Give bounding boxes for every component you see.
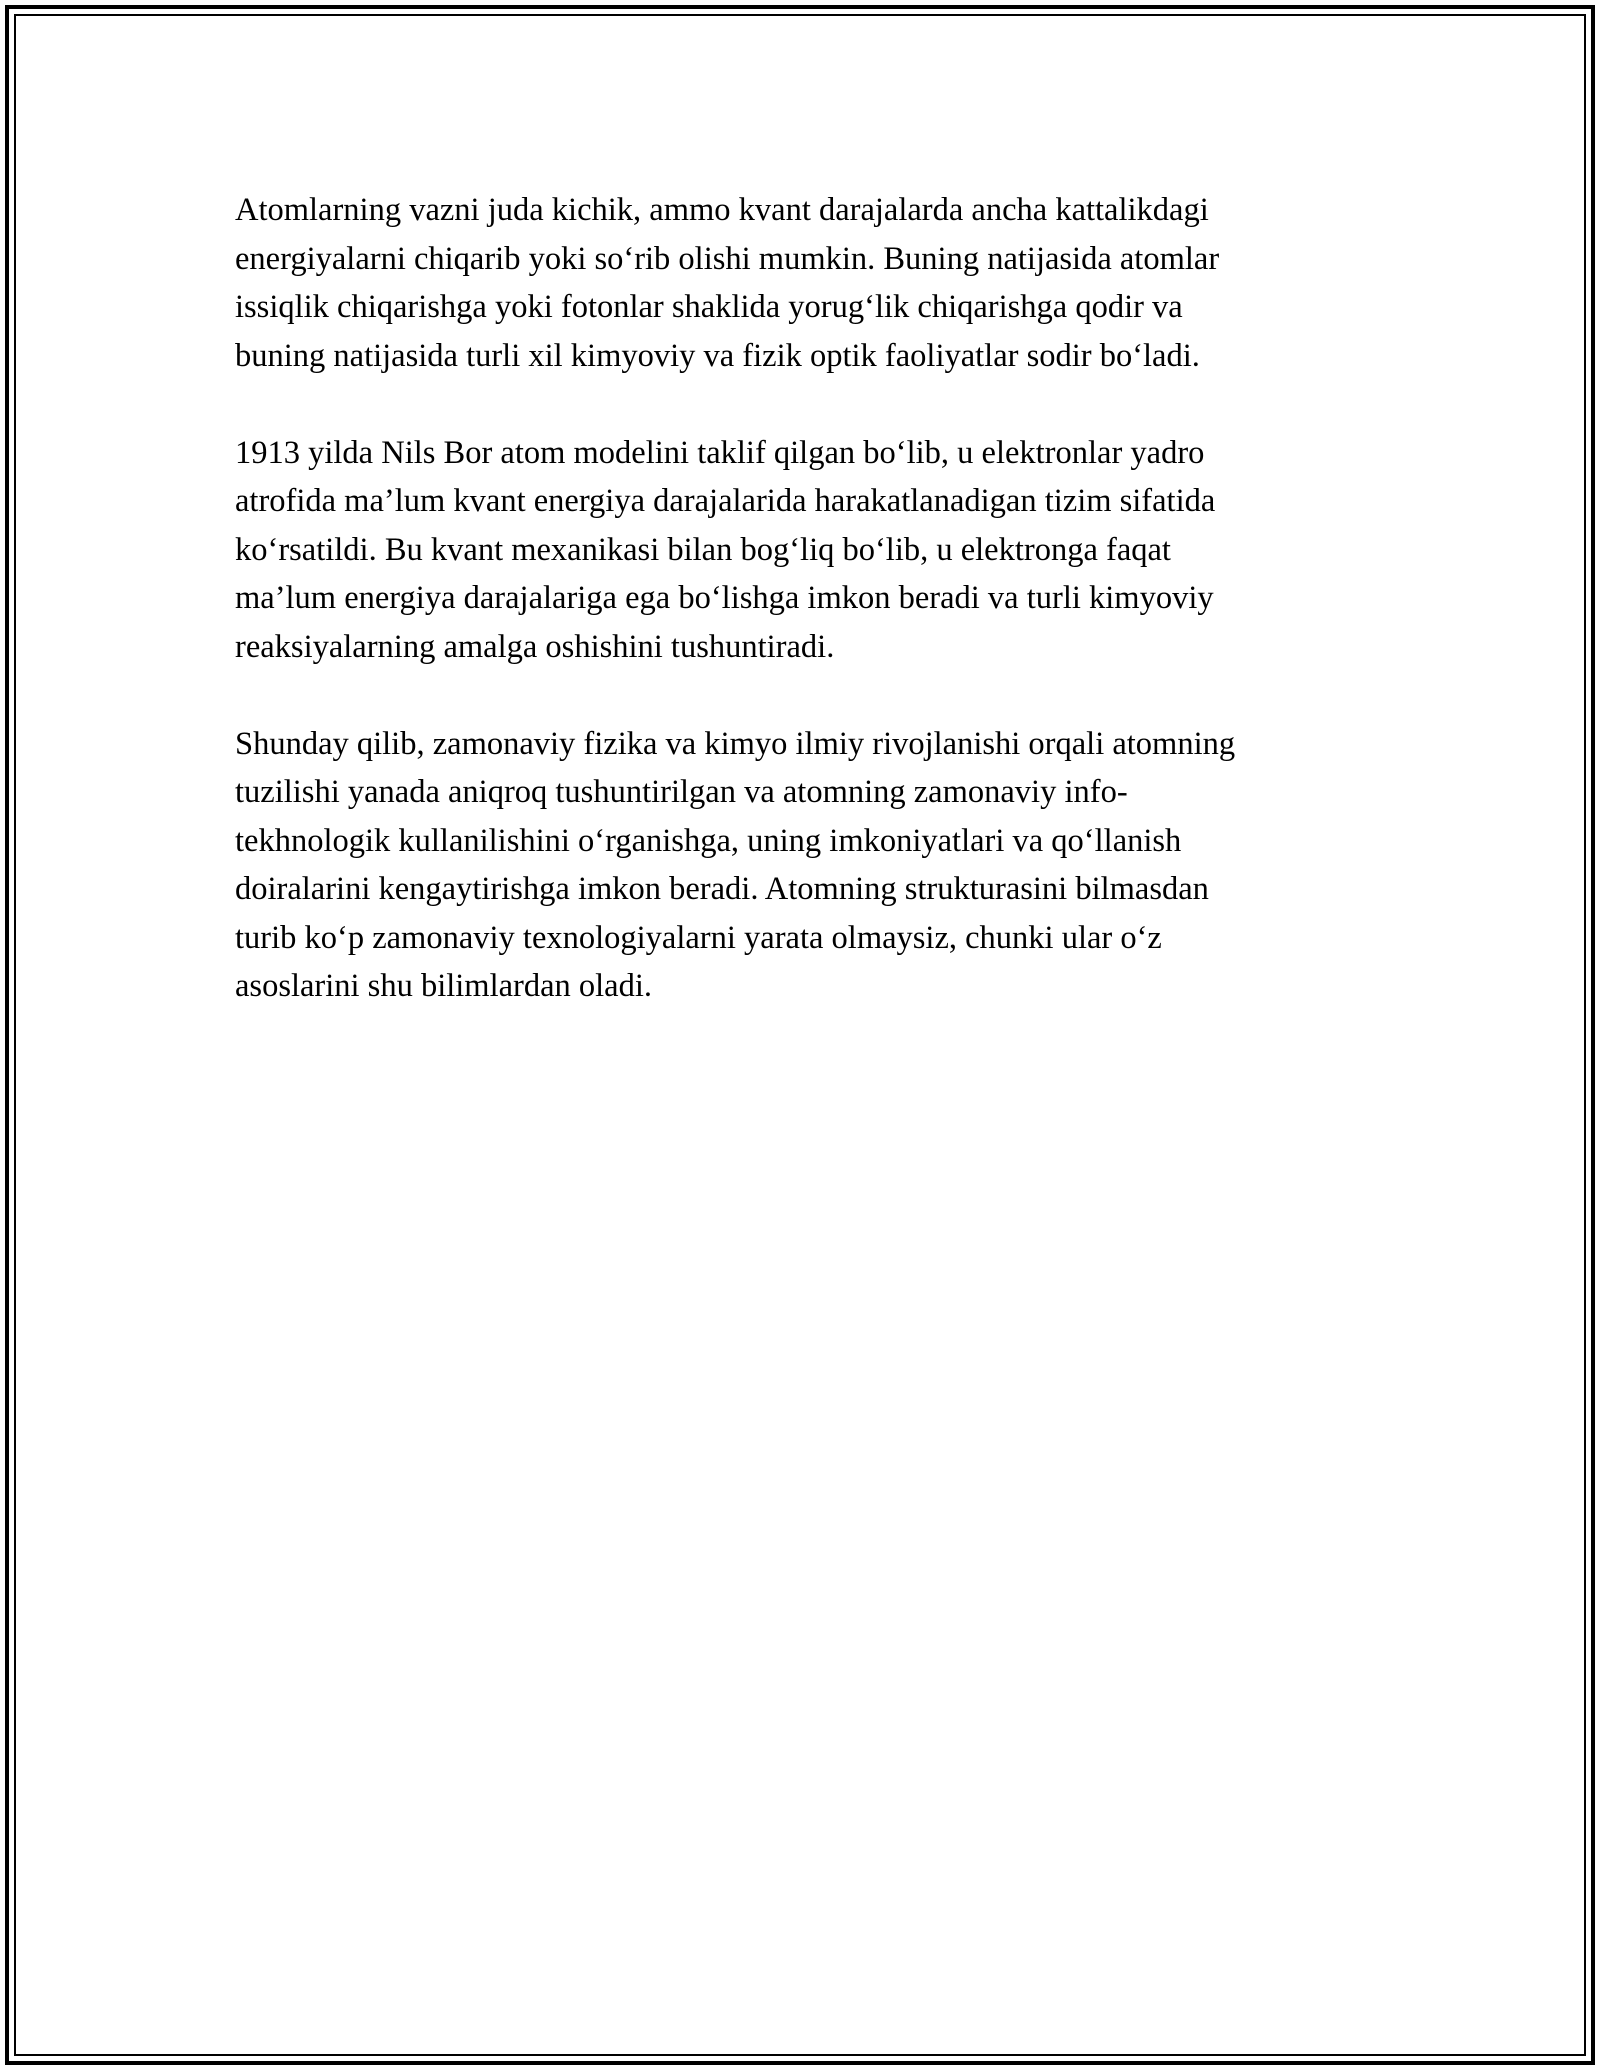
text-line: issiqlik chiqarishga yoki fotonlar shaklida yorug‘lik chiqarishga qodir va [235,289,1183,325]
text-line: tuzilishi yanada aniqroq tushuntirilgan va atomning zamonaviy info- [235,774,1128,810]
paragraph-3 [235,720,1385,1011]
text-line: Shunday qilib, zamonaviy fizika va kimyo ilmiy rivojlanishi orqali atomning [235,725,1236,762]
text-line: reaksiyalarning amalga oshishini tushuntiradi. [235,628,835,665]
text-line: ko‘rsatildi. Bu kvant mexanikasi bilan bog‘liq bo‘lib, u elektronga faqat [235,531,1171,568]
text-line: asoslarini shu bilimlardan oladi. [235,968,653,1004]
paragraph-2 [235,429,1385,672]
document-body [235,186,1385,1059]
text-line: doiralarini kengaytirishga imkon beradi. Atomning strukturasini bilmasdan [235,871,1209,907]
text-line: energiyalarni chiqarib yoki so‘rib olishi mumkin. Buning natijasida atomlar [235,240,1220,277]
paragraph-1 [235,186,1385,380]
text-line: turib ko‘p zamonaviy texnologiyalarni yarata olmaysiz, chunki ular o‘z [235,919,1162,956]
text-line: atrofida ma’lum kvant energiya darajalarida harakatlanadigan tizim sifatida [235,483,1216,519]
text-line: tekhnologik kullanilishini o‘rganishga, uning imkoniyatlari va qo‘llanish [235,822,1182,859]
text-line: 1913 yilda Nils Bor atom modelini taklif qilgan bo‘lib, u elektronlar yadro [235,434,1205,471]
text-line: Atomlarning vazni juda kichik, ammo kvant darajalarda ancha kattalikdagi [235,192,1209,228]
text-line: ma’lum energiya darajalariga ega bo‘lishga imkon beradi va turli kimyoviy [235,580,1214,616]
text-line: buning natijasida turli xil kimyoviy va fizik optik faoliyatlar sodir bo‘ladi. [235,337,1200,374]
